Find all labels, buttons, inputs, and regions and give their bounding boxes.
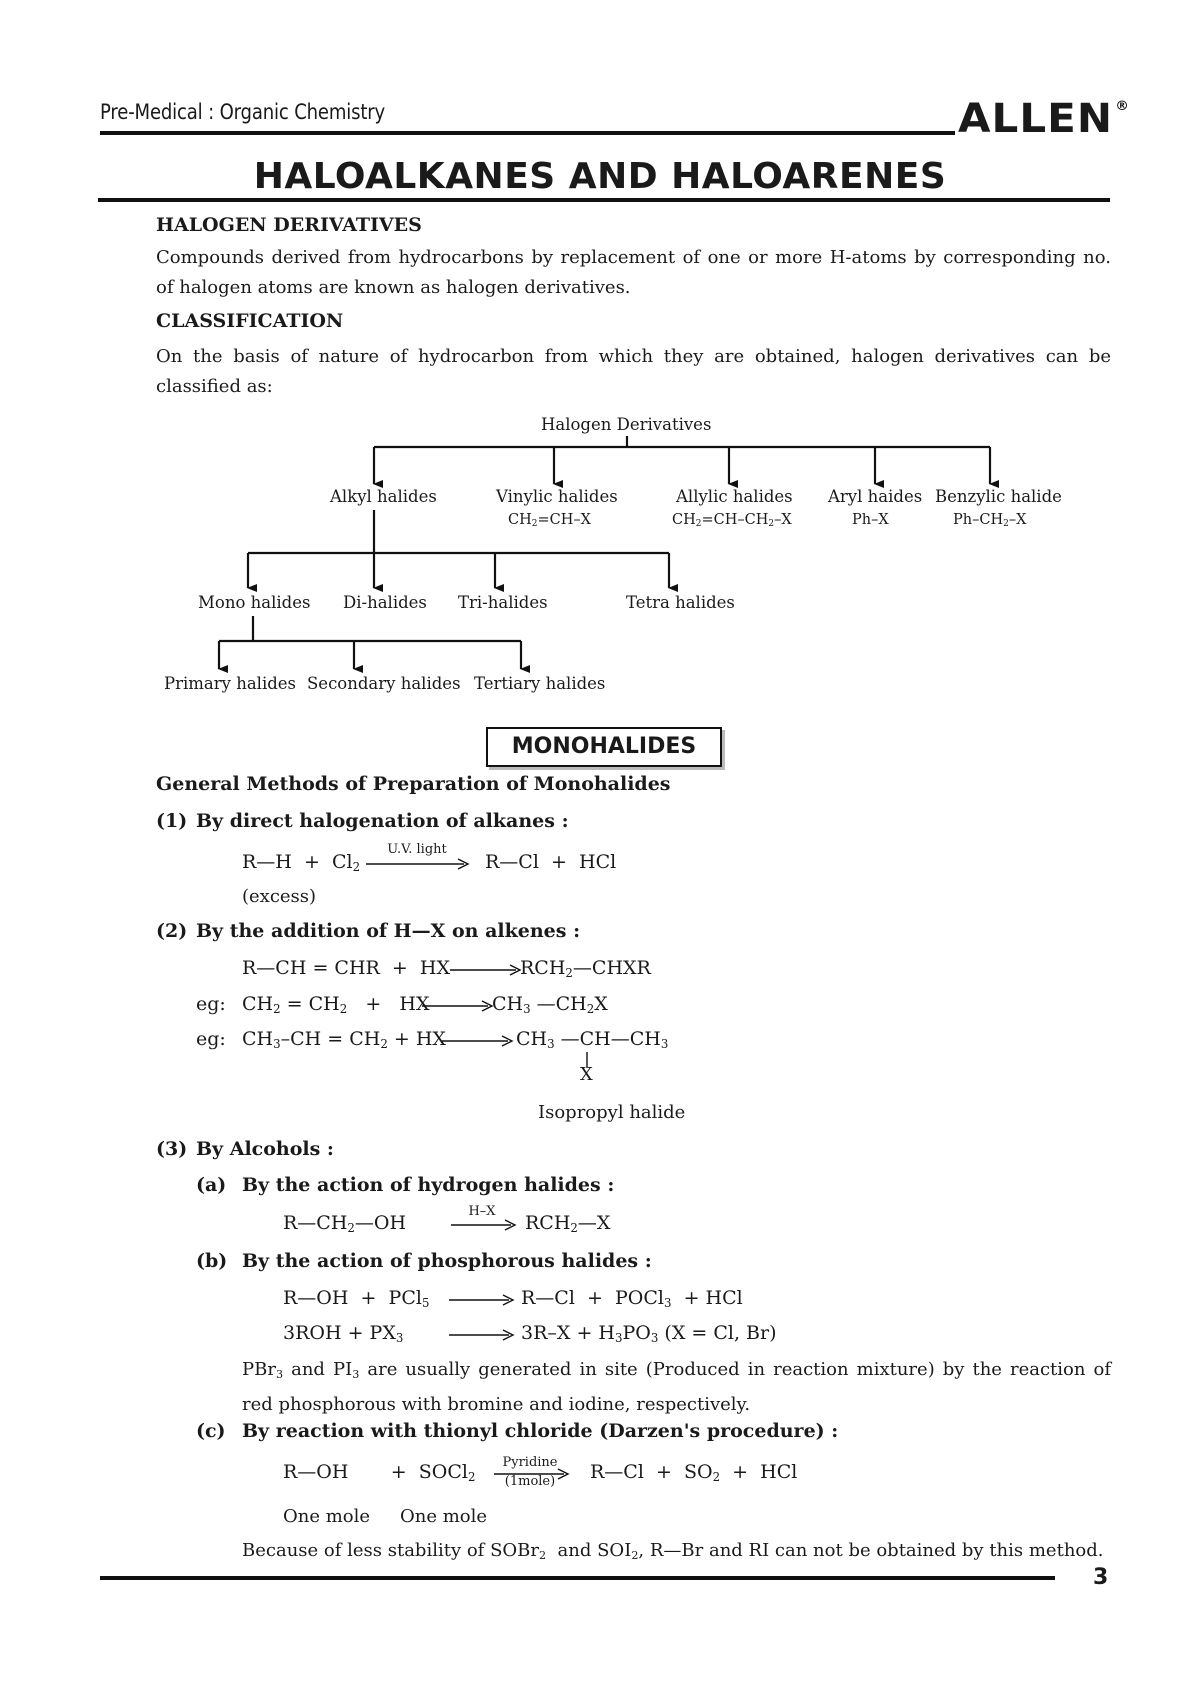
prep-heading: General Methods of Preparation of Monohalides: [156, 773, 671, 795]
example-2-lhs: $CH_3-CH = CH_2$ + HX: [242, 1028, 446, 1051]
one-mole-label-2: One mole: [400, 1506, 488, 1527]
benzylic-formula: $Ph-CH_2-X$: [953, 512, 1027, 530]
method-3c-number: (c): [196, 1420, 226, 1442]
method-3c-title: By reaction with thionyl chloride (Darzen's procedure) :: [242, 1420, 839, 1442]
method-1-number: (1): [156, 810, 188, 832]
excess-note: (excess): [242, 886, 317, 907]
tree-benzylic-halide: Benzylic halide: [935, 487, 1062, 506]
equation-3b2-rhs: $3R-X + H_3PO_3$ (X = Cl, Br): [521, 1322, 777, 1345]
classification-text: On the basis of nature of hydrocarbon from which they are obtained, halogen derivatives can be classified as:: [156, 346, 1111, 397]
allen-logo: ALLEN ®: [958, 96, 1130, 142]
example-1-rhs: $CH_3$ $—CH_2X$: [492, 993, 608, 1016]
equation-3c-rhs: R—Cl + $SO_2$ + HCl: [590, 1461, 798, 1484]
arrow-1-label: U.V. light: [387, 842, 447, 857]
equation-2-lhs: R—CH = CHR + HX: [242, 957, 450, 979]
method-3-number: (3): [156, 1138, 188, 1160]
example-1-label: eg:: [196, 993, 226, 1015]
tree-aryl-halides: Aryl haides: [828, 487, 923, 506]
monohalides-box: MONOHALIDES: [486, 727, 722, 767]
method-2-title: By the addition of H—X on alkenes :: [196, 920, 581, 942]
equation-1-rhs: R—Cl + HCl: [485, 851, 617, 873]
arrow-3c-top-label: Pyridine: [502, 1455, 558, 1470]
method-3a-title: By the action of hydrogen halides :: [242, 1174, 615, 1196]
reaction-arrow-3: [422, 1000, 494, 1012]
example-2-rhs: $CH_3$ $—CH—CH_3$: [516, 1028, 669, 1051]
reaction-arrow-2: [450, 964, 522, 976]
vinylic-formula: $CH_2=CH-X$: [508, 512, 591, 530]
method-3-title: By Alcohols :: [196, 1138, 334, 1160]
equation-3b1-lhs: R—OH + PCl$_5$: [283, 1287, 430, 1310]
method-3a-number: (a): [196, 1174, 227, 1196]
halogen-derivatives-text: Compounds derived from hydrocarbons by replacement of one or more H-atoms by corresponding no. of halogen atoms are known as halogen derivatives.: [156, 247, 1111, 298]
equation-3b1-rhs: R—Cl + POCl$_3$ + HCl: [521, 1287, 743, 1310]
tree-tertiary-halides: Tertiary halides: [474, 674, 606, 693]
footer-rule: [100, 1576, 1055, 1580]
page-title: HALOALKANES AND HALOARENES: [253, 156, 947, 197]
isopropyl-halide-label: Isopropyl halide: [538, 1102, 686, 1123]
equation-1-lhs: R—H + $Cl_2$: [242, 851, 361, 874]
page-number: 3: [1093, 1565, 1109, 1590]
header-subject: Pre-Medical : Organic Chemistry: [100, 100, 386, 124]
example-2-label: eg:: [196, 1028, 226, 1050]
method-3b-number: (b): [196, 1250, 228, 1272]
tree-alkyl-halides: Alkyl halides: [330, 487, 437, 506]
tree-vinylic-halides: Vinylic halides: [496, 487, 618, 506]
reaction-arrow-1: [366, 858, 470, 870]
equation-3b2-lhs: $3ROH + PX_3$: [283, 1322, 404, 1345]
tree-tetra-halides: Tetra halides: [626, 593, 735, 612]
allylic-formula: $CH_2=CH-CH_2-X$: [672, 512, 792, 530]
tree-mono-halides: Mono halides: [198, 593, 311, 612]
section-heading-halogen-derivatives: HALOGEN DERIVATIVES: [156, 214, 422, 236]
reaction-arrow-4: [442, 1035, 514, 1047]
reaction-arrow-5: [451, 1219, 517, 1231]
method-3b-title: By the action of phosphorous halides :: [242, 1250, 652, 1272]
tree-root: Halogen Derivatives: [541, 415, 712, 434]
one-mole-label-1: One mole: [283, 1506, 371, 1527]
substituent-x: X: [580, 1064, 593, 1085]
equation-3a-rhs: $RCH_2—X$: [525, 1212, 611, 1235]
arrow-3c-bottom-label: (1mole): [504, 1474, 556, 1489]
example-1-lhs: $CH_2 = CH_2$ + HX: [242, 993, 430, 1016]
method-1-title: By direct halogenation of alkanes :: [196, 810, 569, 832]
reaction-arrow-6: [449, 1294, 515, 1306]
tree-primary-halides: Primary halides: [164, 674, 297, 693]
equation-3a-lhs: $R—CH_2—OH$: [283, 1212, 407, 1235]
arrow-3a-label: H–X: [468, 1204, 496, 1219]
tree-di-halides: Di-halides: [343, 593, 427, 612]
classification-tree-lines: [0, 0, 1200, 720]
equation-3c-lhs: R—OH + SOCl$_2$: [283, 1461, 476, 1484]
method-2-number: (2): [156, 920, 188, 942]
aryl-formula: Ph–X: [852, 512, 889, 528]
thionyl-note: Because of less stability of SOBr$_2$ and $SOI_2$, R—Br and RI can not be obtained by this method.: [242, 1540, 1104, 1562]
section-heading-classification: CLASSIFICATION: [156, 310, 344, 332]
tree-allylic-halides: Allylic halides: [676, 487, 793, 506]
equation-2-rhs: $RCH_2—CHXR$: [520, 957, 651, 980]
phosphorous-halides-note: PBr$_3$ and $PI_3$ are usually generated in site (Produced in reaction mixture) by the reaction of red phosphorous with bromine and iodine, respectively.: [242, 1359, 1112, 1415]
reaction-arrow-7: [449, 1329, 515, 1341]
tree-tri-halides: Tri-halides: [458, 593, 548, 612]
tree-secondary-halides: Secondary halides: [307, 674, 461, 693]
